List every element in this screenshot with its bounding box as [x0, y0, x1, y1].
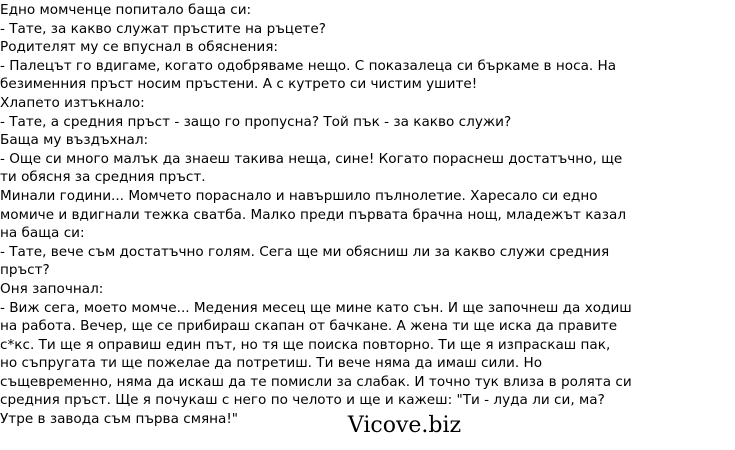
joke-text [0, 1, 735, 429]
joke-line: с*кс. Ти ще я оправиш един път, но тя ще поиска повторно. Ти ще я изпраскаш пак, [0, 336, 611, 353]
joke-line: Минали години... Момчето пораснало и навършило пълнолетие. Харесало си едно [0, 187, 598, 204]
joke-line: - Палецът го вдигаме, когато одобряваме нещо. С показалеца си бъркаме в носа. На [0, 57, 617, 74]
joke-line: на баща си: [0, 225, 85, 242]
joke-line: Родителят му се впуснал в обяснения: [0, 39, 278, 56]
joke-line: безименния пръст носим пръстени. А с кутрето си чистим ушите! [0, 76, 478, 93]
joke-line: Оня започнал: [0, 280, 104, 297]
joke-line: Утре в завода съм първа смяна!" [0, 411, 239, 428]
joke-line: - Виж сега, моето момче... Медения месец ще мине като сън. И ще започнеш да ходиш [0, 299, 632, 316]
joke-line: Едно момченце попитало баща си: [0, 2, 252, 18]
joke-line: същевременно, няма да искаш да те помисли за слабак. И точно тук влиза в ролята си [0, 373, 632, 390]
joke-line: - Тате, а средния пръст - защо го пропусна? Той пък - за какво служи? [0, 113, 512, 130]
joke-line: - Тате, вече съм достатъчно голям. Сега ще ми обясниш ли за какво служи средния [0, 243, 610, 260]
joke-line: пръст? [0, 262, 50, 279]
joke-line: средния пръст. Ще я почукаш с него по челото и ще и кажеш: "Ти - луда ли си, ма? [0, 392, 605, 409]
joke-line: на работа. Вечер, ще се прибираш скапан от бачкане. А жена ти ще иска да правите [0, 318, 618, 335]
joke-line: но съпругата ти ще пожелае да потретиш. Ти вече няма да имаш сили. Но [0, 355, 543, 372]
site-watermark: Vicove.biz [347, 413, 462, 438]
joke-line: - Още си много малък да знаеш такива неща, сине! Когато пораснеш достатъчно, ще [0, 150, 623, 167]
joke-line: - Тате, за какво служат пръстите на ръцете? [0, 20, 326, 37]
joke-line: момиче и вдигнали тежка сватба. Малко преди първата брачна нощ, младежът казал [0, 206, 627, 223]
joke-line: ти обясня за средния пръст. [0, 169, 206, 186]
joke-line: Хлапето изтъкнало: [0, 94, 145, 111]
joke-line: Баща му въздъхнал: [0, 132, 149, 149]
